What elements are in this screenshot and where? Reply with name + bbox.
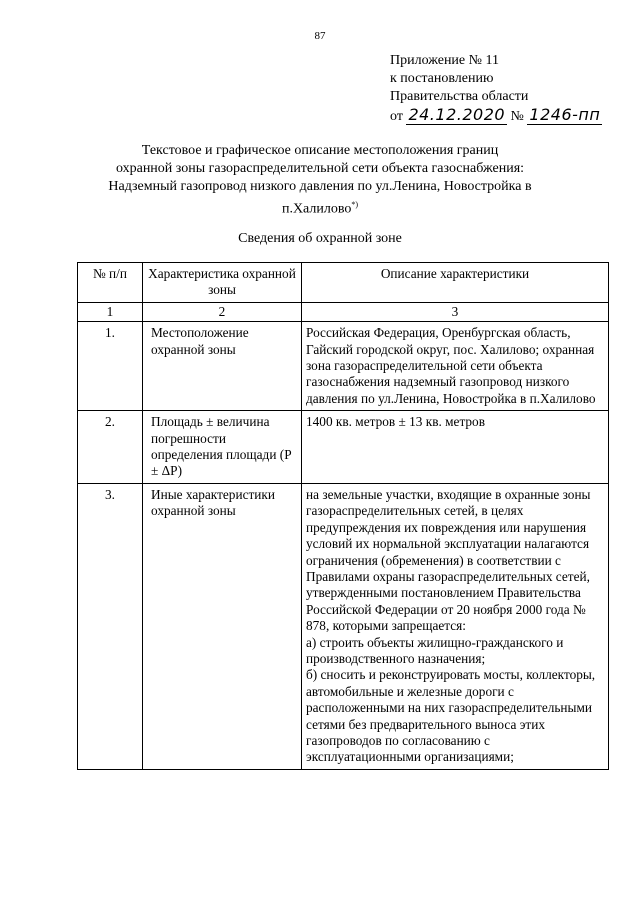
- title-line: охранной зоны газораспределительной сети объекта газоснабжения:: [115, 161, 525, 176]
- index-cell: 3: [302, 302, 609, 321]
- row-number: 1.: [78, 322, 143, 411]
- row-number: 3.: [78, 483, 143, 769]
- header-description: Описание характеристики: [302, 263, 609, 303]
- header-num: № п/п: [78, 263, 143, 303]
- title-last-line: п.Халилово: [281, 201, 352, 217]
- description-item-b: б) сносить и реконструировать мосты, коллекторы, автомобильные и железные дороги с расположенными на них газораспределительными сетями без предварительного выноса этих газопроводов по согласованию с эксплуатационными организациями;: [306, 667, 596, 765]
- footnote-mark: *): [351, 200, 359, 209]
- from-label: от: [390, 109, 403, 124]
- appendix-date-line: [390, 106, 602, 126]
- row-number: 2.: [78, 411, 143, 484]
- table-index-row: [78, 302, 609, 321]
- zone-info-table: [77, 262, 609, 770]
- page-number: 87: [314, 30, 326, 42]
- appendix-resolution: к постановлению: [390, 71, 494, 86]
- index-cell: 1: [78, 302, 143, 321]
- table-header-row: [78, 263, 609, 303]
- title-line: Надземный газопровод низкого давления по ул.Ленина, Новостройка в: [108, 179, 532, 194]
- table-row: [78, 322, 609, 411]
- title-line: [70, 196, 570, 219]
- table-row: [78, 483, 609, 769]
- row-characteristic: Местоположение охранной зоны: [143, 322, 302, 411]
- row-characteristic: Площадь ± величина погрешности определения площади (P ± ΔP): [143, 411, 302, 484]
- table-row: [78, 411, 609, 484]
- row-description: [302, 483, 609, 769]
- document-title: [70, 142, 570, 219]
- handwritten-number: 1246-пп: [529, 105, 601, 124]
- description-item-a: а) строить объекты жилищно-гражданского и производственного назначения;: [306, 634, 564, 666]
- row-characteristic: Иные характеристики охранной зоны: [143, 483, 302, 769]
- section-subtitle: Сведения об охранной зоне: [238, 231, 402, 246]
- appendix-block: [390, 52, 602, 126]
- number-sign: №: [510, 109, 524, 124]
- row-description: 1400 кв. метров ± 13 кв. метров: [302, 411, 609, 484]
- row-description: Российская Федерация, Оренбургская область, Гайский городской округ, пос. Халилово; охранная зона газораспределительной сети объекта газоснабжения надземный газопровод низкого давления по ул.Ленина, Новостройка в п.Халилово: [302, 322, 609, 411]
- index-cell: 2: [143, 302, 302, 321]
- appendix-government: Правительства области: [390, 89, 529, 104]
- title-line: Текстовое и графическое описание местоположения границ: [141, 143, 499, 158]
- header-characteristic: Характеристика охранной зоны: [143, 263, 302, 303]
- description-paragraph: на земельные участки, входящие в охранные зоны газораспределительных сетей, в целях предупреждения их повреждения или нарушения условий их нормальной эксплуатации налагаются ограничения (обременения) в соответствии с Правилами охраны газораспределительных сетей, утвержденными постановлением Правительства Российской Федерации от 20 ноября 2000 года № 878, которыми запрещается:: [306, 486, 591, 634]
- appendix-title: Приложение № 11: [390, 53, 499, 68]
- handwritten-date: 24.12.2020: [408, 105, 506, 124]
